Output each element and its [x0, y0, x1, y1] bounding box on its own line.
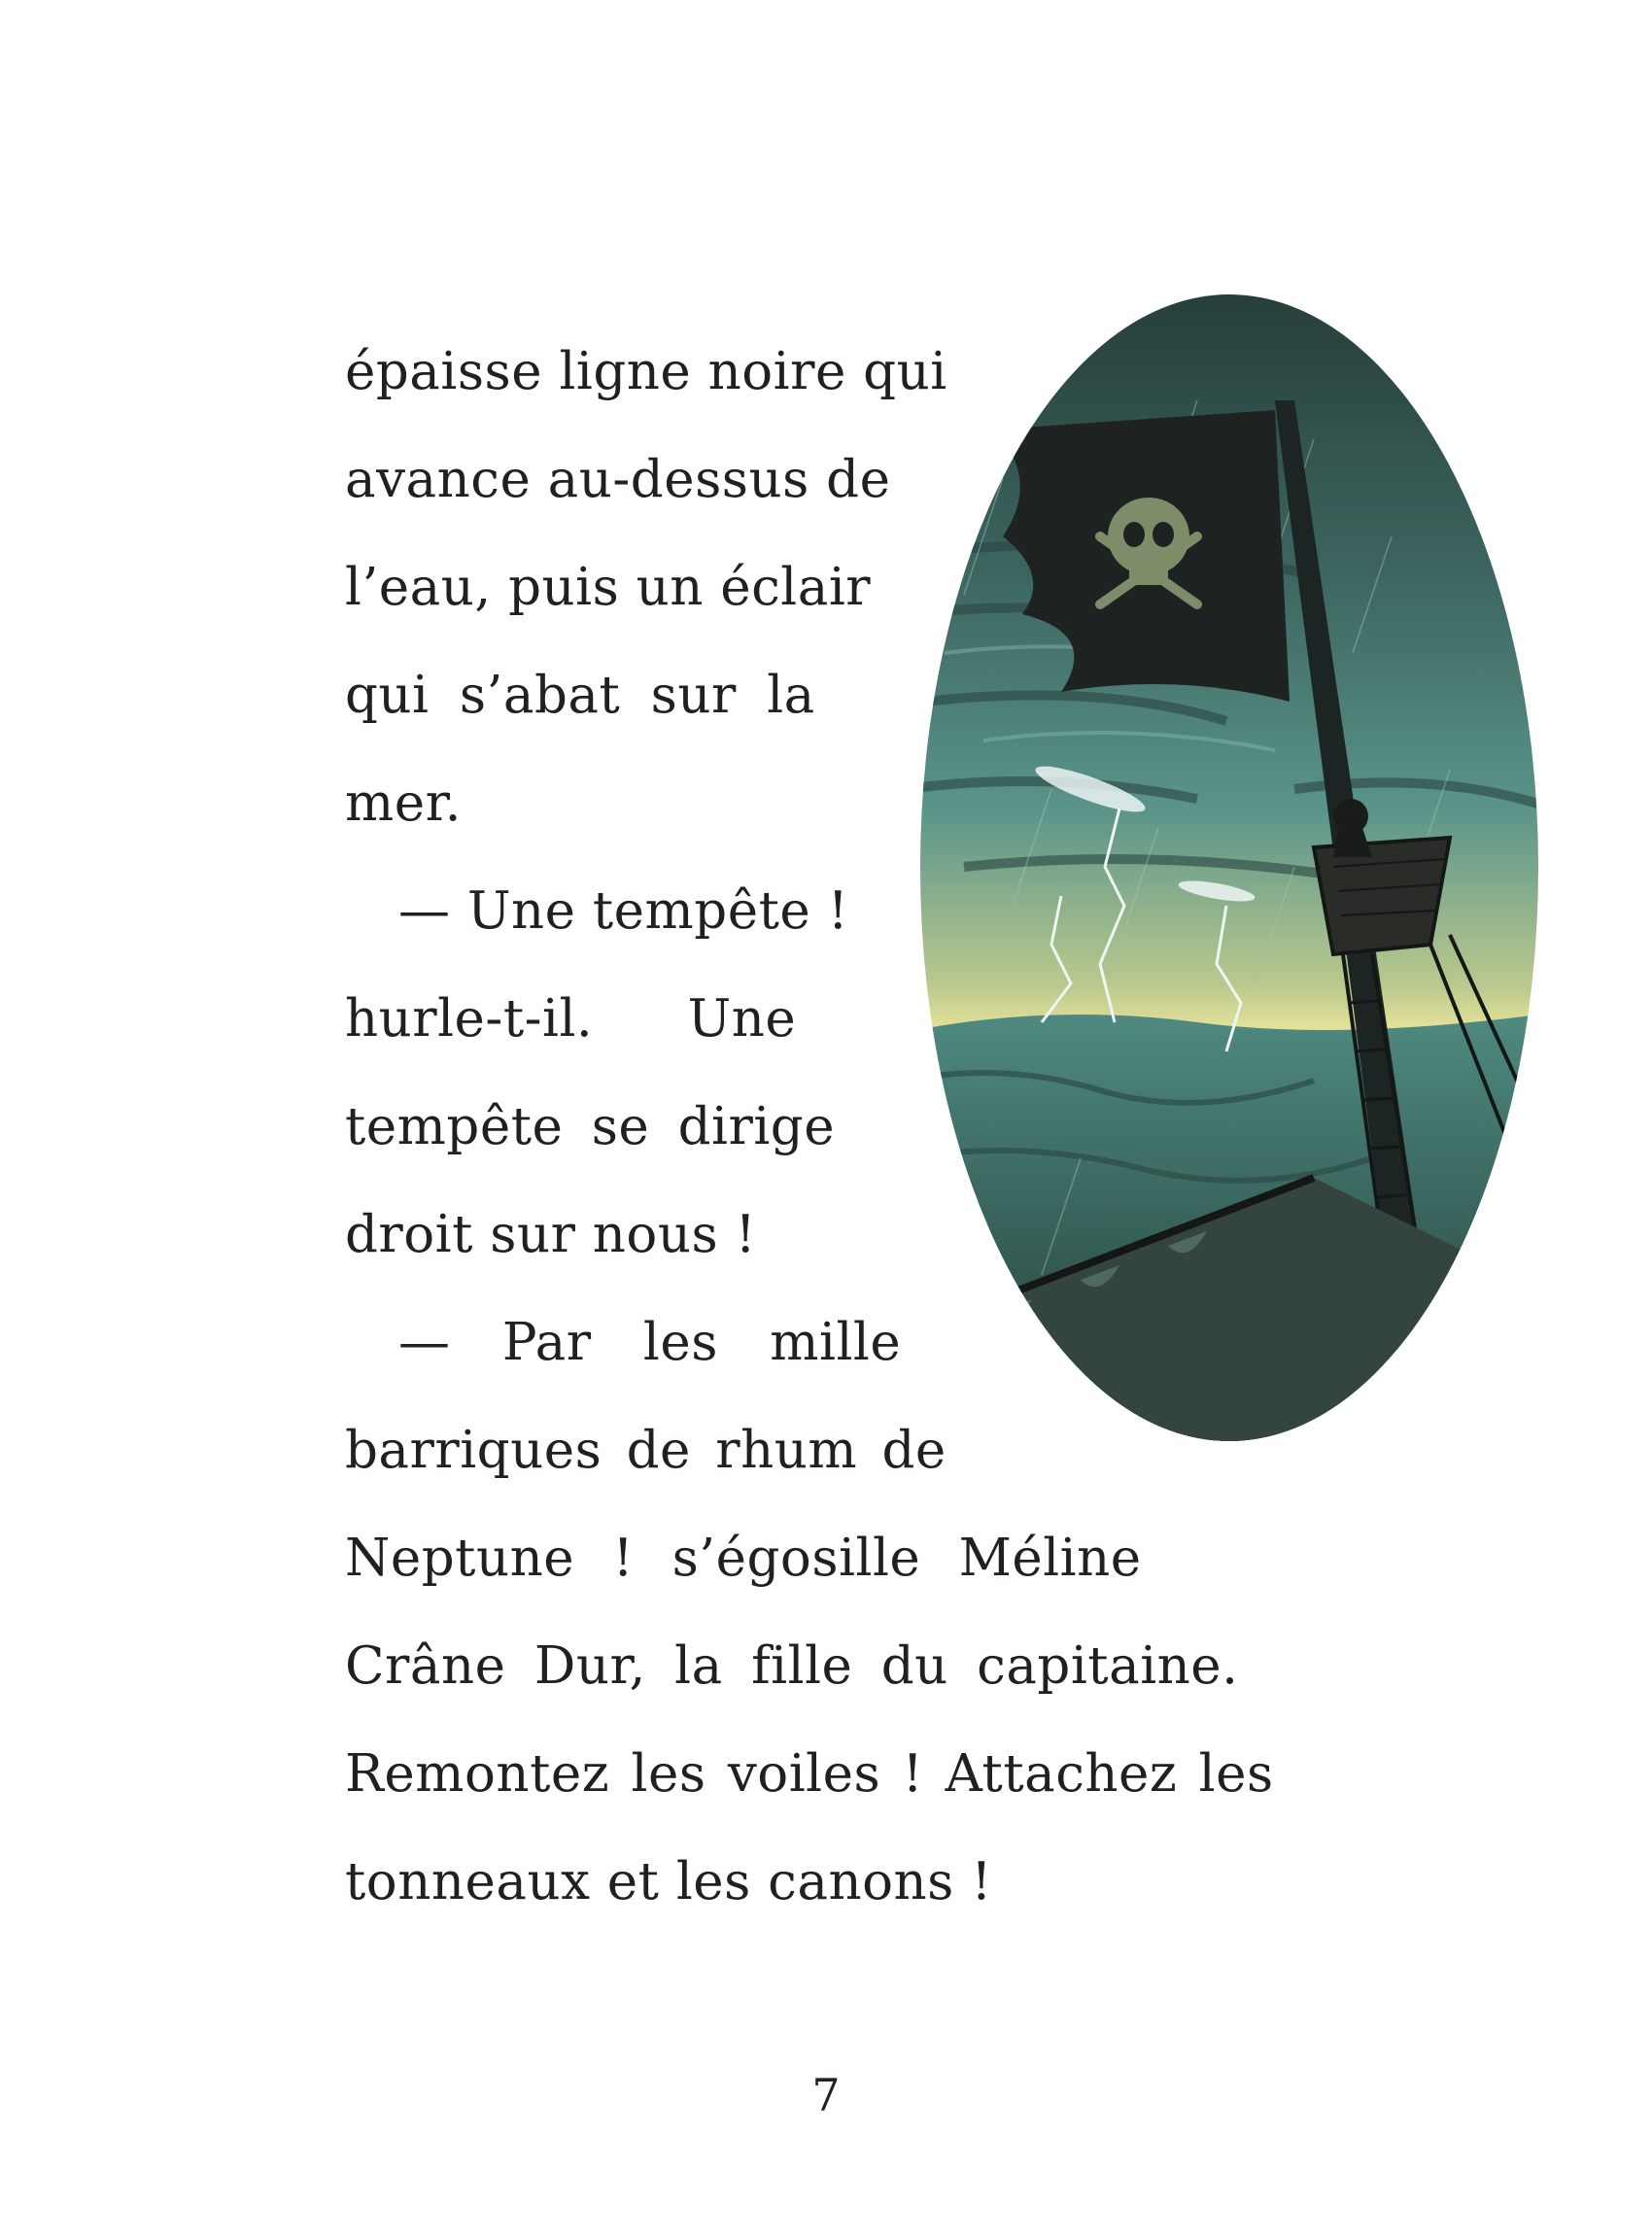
text-line-8-content: tempête se dirige	[345, 1097, 836, 1156]
text-line-8	[345, 1097, 835, 1157]
text-line-11-content: barriques de rhum de	[345, 1421, 946, 1480]
storm-ship-illustration	[906, 284, 1553, 1453]
text-line-10	[398, 1313, 901, 1373]
text-line-7-content: hurle-t-il. Une	[345, 989, 797, 1049]
text-line-15	[345, 1852, 992, 1912]
text-line-13	[345, 1636, 1239, 1697]
text-line-12	[345, 1529, 1142, 1589]
text-line-3	[345, 558, 871, 618]
text-line-3-content: l’eau, puis un éclair	[345, 558, 872, 617]
text-line-2-content: avance au-dessus de	[345, 450, 891, 509]
text-line-2	[345, 450, 890, 510]
text-line-9-content: droit sur nous !	[345, 1205, 757, 1264]
text-line-14	[345, 1744, 1274, 1805]
text-line-14-content: Remontez les voiles ! Attachez les	[345, 1744, 1274, 1804]
text-line-11	[345, 1421, 946, 1481]
text-line-10-content: — Par les mille	[398, 1313, 902, 1372]
text-line-7	[345, 989, 796, 1050]
text-line-1	[345, 342, 961, 402]
text-line-1-content: épaisse ligne noire qui	[345, 342, 947, 401]
text-line-6-content: — Une tempête !	[398, 881, 849, 941]
text-line-9	[345, 1205, 756, 1265]
text-line-4-content: qui s’abat sur la	[345, 666, 815, 725]
text-line-15-content: tonneaux et les canons !	[345, 1852, 992, 1911]
page-number: 7	[811, 2069, 841, 2121]
text-line-5-content: mer.	[345, 774, 462, 833]
text-line-6	[398, 881, 848, 942]
text-line-12-content: Neptune ! s’égosille Méline	[345, 1529, 1142, 1588]
text-line-4	[345, 666, 815, 726]
text-line-13-content: Crâne Dur, la fille du capitaine.	[345, 1636, 1239, 1696]
text-line-5	[345, 774, 462, 834]
